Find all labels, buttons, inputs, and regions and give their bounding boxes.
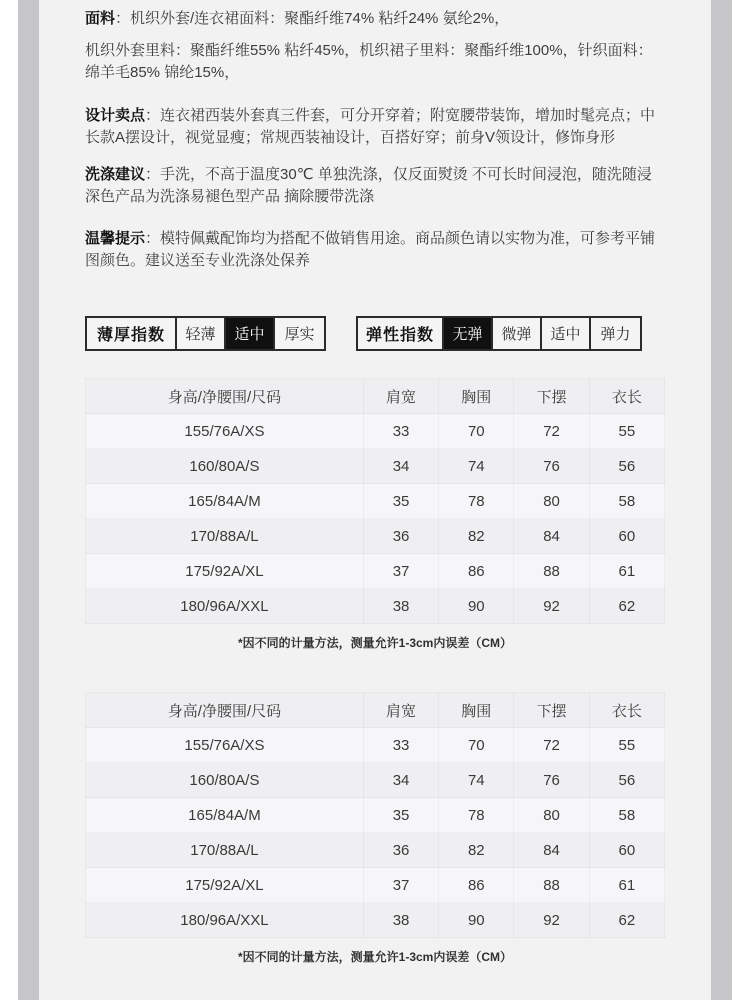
washing-advice-text: ：手洗，不高于温度30℃ 单独洗涤，仅反面熨烫 不可长时间浸泡，随洗随浸 深色产品为洗涤易褪色型产品 摘除腰带洗涤: [85, 166, 652, 205]
elasticity-option-none-selected: 无弹: [444, 318, 493, 349]
elasticity-indicator-label: 弹性指数: [358, 318, 444, 349]
warm-tips-label: 温馨提示: [85, 230, 146, 247]
table-cell-measure: 70: [439, 728, 514, 763]
table-row: [86, 484, 665, 519]
table-row: [86, 449, 665, 484]
col-header-size: 身高/净腰围/尺码: [86, 693, 364, 728]
size-table-body: [86, 728, 665, 938]
table-cell-size: 180/96A/XXL: [86, 903, 364, 938]
table-cell-measure: 72: [514, 414, 589, 449]
warm-tips-section: [85, 228, 665, 272]
table-header-row: [86, 693, 665, 728]
table-cell-measure: 62: [589, 903, 664, 938]
table-cell-measure: 88: [514, 554, 589, 589]
table-cell-measure: 58: [589, 798, 664, 833]
table-cell-measure: 78: [439, 484, 514, 519]
col-header-size: 身高/净腰围/尺码: [86, 379, 364, 414]
elasticity-option-medium: 适中: [542, 318, 591, 349]
table-cell-measure: 37: [363, 868, 438, 903]
table-cell-measure: 84: [514, 519, 589, 554]
table-cell-measure: 78: [439, 798, 514, 833]
table-cell-measure: 76: [514, 449, 589, 484]
table-cell-size: 165/84A/M: [86, 798, 364, 833]
table-row: [86, 763, 665, 798]
table-row: [86, 833, 665, 868]
table-cell-measure: 33: [363, 414, 438, 449]
table-cell-size: 165/84A/M: [86, 484, 364, 519]
table-cell-size: 175/92A/XL: [86, 554, 364, 589]
size-table-1: [85, 378, 665, 651]
table-cell-measure: 76: [514, 763, 589, 798]
table-cell-size: 155/76A/XS: [86, 728, 364, 763]
thickness-indicator-label: 薄厚指数: [87, 318, 177, 349]
elasticity-option-slight: 微弹: [493, 318, 542, 349]
table-cell-measure: 34: [363, 449, 438, 484]
table-cell-measure: 34: [363, 763, 438, 798]
elasticity-indicator: [356, 316, 642, 351]
table-footnote: *因不同的计量方法，测量允许1-3cm内误差（CM）: [237, 950, 513, 964]
thickness-indicator: [85, 316, 326, 351]
table-cell-measure: 84: [514, 833, 589, 868]
table-cell-measure: 58: [589, 484, 664, 519]
table-cell-measure: 60: [589, 519, 664, 554]
left-gutter: [18, 0, 39, 1000]
col-header-hem: 下摆: [514, 379, 589, 414]
fabric-indicators: [85, 316, 665, 351]
table-cell-size: 180/96A/XXL: [86, 589, 364, 624]
col-header-bust: 胸围: [439, 693, 514, 728]
thickness-option-light: 轻薄: [177, 318, 226, 349]
table-cell-measure: 55: [589, 728, 664, 763]
product-detail-panel: [39, 0, 711, 1000]
col-header-shoulder: 肩宽: [363, 379, 438, 414]
table-cell-measure: 35: [363, 798, 438, 833]
col-header-bust: 胸围: [439, 379, 514, 414]
col-header-hem: 下摆: [514, 693, 589, 728]
table-cell-measure: 56: [589, 449, 664, 484]
table-cell-measure: 88: [514, 868, 589, 903]
table-cell-measure: 36: [363, 519, 438, 554]
col-header-length: 衣长: [589, 379, 664, 414]
table-cell-measure: 60: [589, 833, 664, 868]
table-cell-measure: 92: [514, 589, 589, 624]
table-row: [86, 589, 665, 624]
table-cell-measure: 82: [439, 833, 514, 868]
lining-section: [85, 40, 665, 84]
table-cell-measure: 38: [363, 589, 438, 624]
col-header-length: 衣长: [589, 693, 664, 728]
fabric-text: ：机织外套/连衣裙面料：聚酯纤维74% 粘纤24% 氨纶2%，: [115, 10, 510, 27]
table-cell-measure: 56: [589, 763, 664, 798]
table-cell-measure: 61: [589, 554, 664, 589]
table-cell-measure: 86: [439, 554, 514, 589]
table-cell-measure: 82: [439, 519, 514, 554]
table-cell-measure: 90: [439, 903, 514, 938]
thickness-option-thick: 厚实: [284, 326, 315, 343]
table-row: [86, 903, 665, 938]
table-row: [86, 868, 665, 903]
table-cell-measure: 90: [439, 589, 514, 624]
table-cell-measure: 72: [514, 728, 589, 763]
table-cell-measure: 80: [514, 484, 589, 519]
table-header-row: [86, 379, 665, 414]
table-cell-size: 175/92A/XL: [86, 868, 364, 903]
fabric-label: 面料: [85, 10, 116, 27]
table-cell-measure: 92: [514, 903, 589, 938]
elasticity-option-high: 弹力: [600, 326, 631, 343]
size-table-body: [86, 414, 665, 624]
table-row: [86, 728, 665, 763]
size-chart-table: [85, 692, 665, 938]
table-cell-measure: 70: [439, 414, 514, 449]
design-points-label: 设计卖点: [85, 107, 146, 124]
design-points-text: ：连衣裙西装外套真三件套，可分开穿着；附宽腰带装饰，增加时髦亮点；中长款A摆设计，视觉显瘦；常规西装袖设计，百搭好穿；前身V领设计，修饰身形: [85, 107, 656, 146]
table-cell-measure: 62: [589, 589, 664, 624]
table-row: [86, 519, 665, 554]
table-cell-size: 160/80A/S: [86, 763, 364, 798]
table-cell-measure: 61: [589, 868, 664, 903]
table-row: [86, 414, 665, 449]
table-row: [86, 554, 665, 589]
table-cell-size: 160/80A/S: [86, 449, 364, 484]
table-cell-measure: 38: [363, 903, 438, 938]
table-cell-measure: 74: [439, 763, 514, 798]
table-cell-measure: 55: [589, 414, 664, 449]
table-cell-measure: 33: [363, 728, 438, 763]
table-cell-measure: 36: [363, 833, 438, 868]
fabric-section: [85, 8, 665, 30]
table-cell-measure: 37: [363, 554, 438, 589]
lining-text: 机织外套里料：聚酯纤维55% 粘纤45%，机织裙子里料：聚酯纤维100%，针织面料：绵羊毛85% 锦纶15%，: [85, 42, 653, 81]
table-cell-measure: 74: [439, 449, 514, 484]
washing-advice-label: 洗涤建议: [85, 166, 146, 183]
table-cell-measure: 80: [514, 798, 589, 833]
table-cell-measure: 35: [363, 484, 438, 519]
thickness-option-medium-selected: 适中: [226, 318, 275, 349]
table-cell-size: 170/88A/L: [86, 519, 364, 554]
warm-tips-text: ：模特佩戴配饰均为搭配不做销售用途。商品颜色请以实物为准，可参考平铺图颜色。建议送至专业洗涤处保养: [85, 230, 656, 269]
table-cell-size: 155/76A/XS: [86, 414, 364, 449]
table-row: [86, 798, 665, 833]
table-cell-size: 170/88A/L: [86, 833, 364, 868]
size-chart-table: [85, 378, 665, 624]
col-header-shoulder: 肩宽: [363, 693, 438, 728]
right-gutter: [711, 0, 732, 1000]
size-table-2: [85, 692, 665, 965]
table-footnote: *因不同的计量方法，测量允许1-3cm内误差（CM）: [237, 636, 513, 650]
washing-advice-section: [85, 164, 665, 208]
design-points-section: [85, 105, 665, 149]
table-cell-measure: 86: [439, 868, 514, 903]
